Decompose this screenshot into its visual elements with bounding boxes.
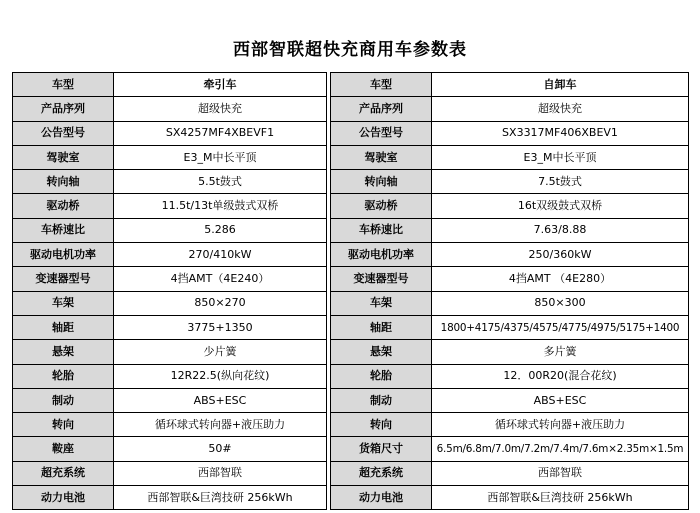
dump-truck-param-label: 车架: [331, 291, 432, 315]
dump-truck-row: [331, 291, 689, 315]
dump-truck-param-label: 超充系统: [331, 461, 432, 485]
dump-truck-param-value: 4挡AMT （4E280）: [432, 267, 689, 291]
dump-truck-param-value: 超级快充: [432, 97, 689, 121]
tractor-row: [13, 243, 327, 267]
dump-truck-row: [331, 267, 689, 291]
tractor-row: [13, 194, 327, 218]
tractor-param-value: 270/410kW: [114, 243, 327, 267]
dump-truck-row: [331, 73, 689, 97]
dump-truck-param-value: 250/360kW: [432, 243, 689, 267]
dump-truck-param-label: 动力电池: [331, 486, 432, 510]
tractor-row: [13, 364, 327, 388]
dump-truck-param-value: SX3317MF406XBEV1: [432, 121, 689, 145]
dump-truck-param-label: 变速器型号: [331, 267, 432, 291]
dump-truck-param-label: 车型: [331, 73, 432, 97]
dump-truck-param-label: 驾驶室: [331, 145, 432, 169]
dump-truck-param-value: 7.63/8.88: [432, 218, 689, 242]
dump-truck-row: [331, 413, 689, 437]
dump-truck-row: [331, 461, 689, 485]
tractor-param-label: 产品序列: [13, 97, 114, 121]
dump-truck-row: [331, 437, 689, 461]
tractor-row: [13, 340, 327, 364]
dump-truck-param-value: 1800+4175/4375/4575/4775/4975/5175+1400: [432, 315, 689, 339]
tractor-param-value: 3775+1350: [114, 315, 327, 339]
tractor-param-value: 5.286: [114, 218, 327, 242]
dump-truck-param-value: 西部智联&巨湾技研 256kWh: [432, 486, 689, 510]
tractor-row: [13, 121, 327, 145]
dump-truck-param-label: 产品序列: [331, 97, 432, 121]
tractor-row: [13, 291, 327, 315]
dump-truck-param-value: 多片簧: [432, 340, 689, 364]
tractor-param-value: 5.5t鼓式: [114, 170, 327, 194]
tractor-param-value: E3_M中长平顶: [114, 145, 327, 169]
tractor-row: [13, 388, 327, 412]
dump-truck-param-label: 悬架: [331, 340, 432, 364]
tractor-param-value: 12R22.5(纵向花纹): [114, 364, 327, 388]
dump-truck-spec-table: [330, 72, 689, 510]
tractor-param-value: ABS+ESC: [114, 388, 327, 412]
tractor-param-value: SX4257MF4XBEVF1: [114, 121, 327, 145]
dump-truck-row: [331, 97, 689, 121]
tractor-row: [13, 218, 327, 242]
dump-truck-row: [331, 486, 689, 510]
dump-truck-param-label: 转向轴: [331, 170, 432, 194]
tractor-param-label: 驾驶室: [13, 145, 114, 169]
dump-truck-param-value: 自卸车: [432, 73, 689, 97]
tractor-param-label: 悬架: [13, 340, 114, 364]
tractor-param-value: 少片簧: [114, 340, 327, 364]
dump-truck-row: [331, 340, 689, 364]
dump-truck-param-value: 850×300: [432, 291, 689, 315]
tractor-row: [13, 461, 327, 485]
dump-truck-param-value: 循环球式转向器+液压助力: [432, 413, 689, 437]
tractor-param-label: 车型: [13, 73, 114, 97]
dump-truck-param-label: 驱动桥: [331, 194, 432, 218]
dump-truck-param-label: 制动: [331, 388, 432, 412]
dump-truck-row: [331, 315, 689, 339]
page-title: 西部智联超快充商用车参数表: [233, 40, 467, 60]
tractor-param-value: 4挡AMT（4E240）: [114, 267, 327, 291]
dump-truck-row: [331, 170, 689, 194]
dump-truck-row: [331, 194, 689, 218]
tractor-param-label: 轴距: [13, 315, 114, 339]
dump-truck-param-label: 转向: [331, 413, 432, 437]
tractor-row: [13, 486, 327, 510]
tractor-row: [13, 97, 327, 121]
tractor-param-label: 转向轴: [13, 170, 114, 194]
dump-truck-param-label: 公告型号: [331, 121, 432, 145]
tractor-row: [13, 315, 327, 339]
tractor-param-label: 驱动电机功率: [13, 243, 114, 267]
tractor-param-label: 轮胎: [13, 364, 114, 388]
tractor-param-label: 驱动桥: [13, 194, 114, 218]
tractor-row: [13, 170, 327, 194]
tractor-param-label: 公告型号: [13, 121, 114, 145]
dump-truck-row: [331, 388, 689, 412]
dump-truck-param-label: 轮胎: [331, 364, 432, 388]
tractor-param-label: 转向: [13, 413, 114, 437]
tractor-param-value: 牵引车: [114, 73, 327, 97]
tractor-param-label: 超充系统: [13, 461, 114, 485]
dump-truck-param-label: 货箱尺寸: [331, 437, 432, 461]
tractor-param-value: 850×270: [114, 291, 327, 315]
tractor-param-value: 西部智联&巨湾技研 256kWh: [114, 486, 327, 510]
tractor-row: [13, 73, 327, 97]
dump-truck-param-value: 西部智联: [432, 461, 689, 485]
tractor-row: [13, 145, 327, 169]
dump-truck-param-value: E3_M中长平顶: [432, 145, 689, 169]
tractor-param-label: 制动: [13, 388, 114, 412]
tractor-param-label: 动力电池: [13, 486, 114, 510]
dump-truck-row: [331, 145, 689, 169]
dump-truck-param-value: 6.5m/6.8m/7.0m/7.2m/7.4m/7.6m×2.35m×1.5m: [432, 437, 689, 461]
tractor-param-label: 车架: [13, 291, 114, 315]
tractor-param-label: 车桥速比: [13, 218, 114, 242]
tractor-param-label: 鞍座: [13, 437, 114, 461]
tractor-param-value: 11.5t/13t单级鼓式双桥: [114, 194, 327, 218]
dump-truck-row: [331, 243, 689, 267]
tractor-row: [13, 267, 327, 291]
dump-truck-param-label: 车桥速比: [331, 218, 432, 242]
tractor-row: [13, 437, 327, 461]
dump-truck-param-value: 16t双级鼓式双桥: [432, 194, 689, 218]
tractor-param-value: 循环球式转向器+液压助力: [114, 413, 327, 437]
tractor-spec-table: [12, 72, 327, 510]
tractor-row: [13, 413, 327, 437]
dump-truck-param-label: 轴距: [331, 315, 432, 339]
dump-truck-param-value: ABS+ESC: [432, 388, 689, 412]
dump-truck-param-value: 12．00R20(混合花纹): [432, 364, 689, 388]
tractor-param-value: 50#: [114, 437, 327, 461]
tractor-param-value: 超级快充: [114, 97, 327, 121]
dump-truck-row: [331, 218, 689, 242]
dump-truck-param-value: 7.5t鼓式: [432, 170, 689, 194]
dump-truck-param-label: 驱动电机功率: [331, 243, 432, 267]
tractor-param-label: 变速器型号: [13, 267, 114, 291]
dump-truck-row: [331, 121, 689, 145]
dump-truck-row: [331, 364, 689, 388]
tractor-param-value: 西部智联: [114, 461, 327, 485]
